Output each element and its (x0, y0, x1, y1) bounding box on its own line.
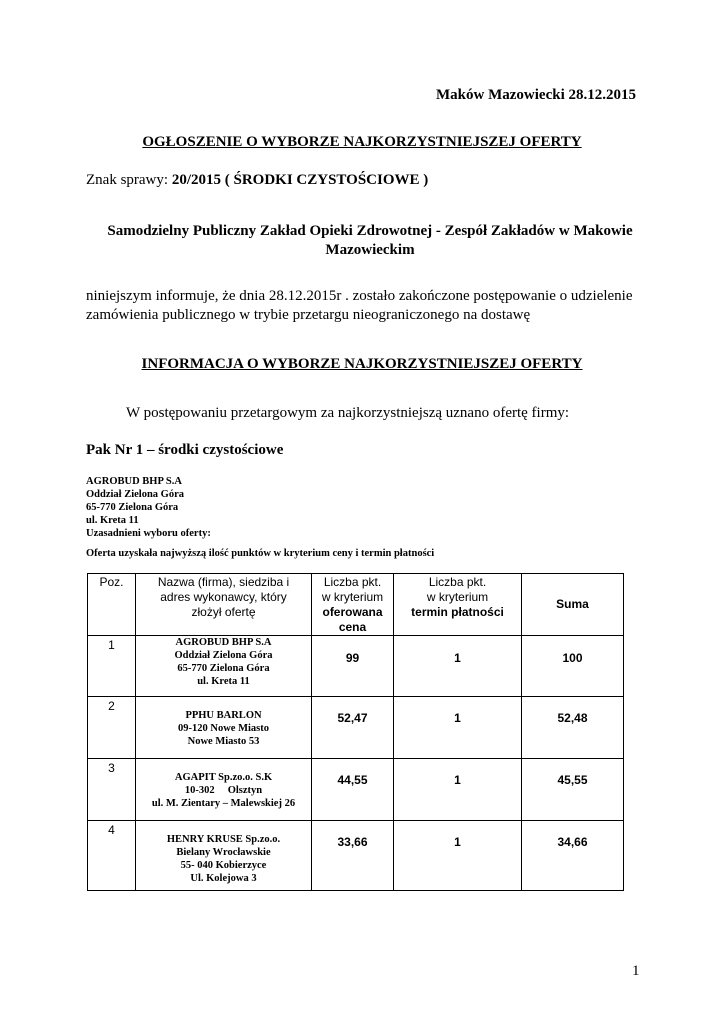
intro-line-1: niniejszym informuje, że dnia 28.12.2015r . zostało zakończone postępowanie o udzielenie (86, 288, 633, 304)
row-sum: 52,48 (522, 697, 624, 759)
row-term-points: 1 (394, 697, 522, 759)
table-row (88, 636, 624, 697)
winner-street: ul. Kreta 11 (86, 515, 139, 526)
institution-line-1: Samodzielny Publiczny Zakład Opieki Zdrowotnej - Zespół Zakładów w Makowie (107, 223, 633, 239)
header-name-line-2: adres wykonawcy, który (160, 590, 287, 604)
header-name-line-3: złożył ofertę (191, 605, 256, 619)
row-poz: 4 (88, 821, 136, 891)
row-firm-line: PPHU BARLON (185, 710, 262, 721)
row-sum: 45,55 (522, 759, 624, 821)
row-sum: 34,66 (522, 821, 624, 891)
table-header-row (88, 574, 624, 636)
header-sum (522, 574, 624, 636)
row-price-points: 33,66 (312, 821, 394, 891)
row-poz: 1 (88, 636, 136, 697)
header-term-line-2: w kryterium (426, 590, 489, 604)
winner-company (86, 475, 211, 540)
row-firm-line: ul. Kreta 11 (197, 676, 250, 687)
intro-text (86, 287, 646, 325)
row-firm (136, 636, 312, 697)
row-firm (136, 821, 312, 891)
package-heading: Pak Nr 1 – środki czystościowe (86, 442, 284, 458)
header-term-line-3: termin płatności (411, 605, 504, 619)
table-row (88, 821, 624, 891)
case-reference (86, 172, 428, 189)
case-label: Znak sprawy: (86, 172, 169, 188)
place-date: Maków Mazowiecki 28.12.2015 (436, 87, 636, 103)
row-firm-line: Bielany Wrocławskie (176, 847, 271, 858)
justification-label: Uzasadnieni wyboru oferty: (86, 528, 211, 539)
row-term-points: 1 (394, 821, 522, 891)
row-firm-line: 65-770 Zielona Góra (177, 663, 270, 674)
row-firm-line: Nowe Miasto 53 (187, 736, 260, 747)
offers-table (87, 573, 624, 891)
row-firm-line: AGAPIT Sp.zo.o. S.K (174, 772, 273, 783)
header-price-line-1: Liczba pkt. (323, 575, 382, 589)
section-subtitle: INFORMACJA O WYBORZE NAJKORZYSTNIEJSZEJ OFERTY (141, 356, 583, 372)
case-value: 20/2015 ( ŚRODKI CZYSTOŚCIOWE ) (171, 172, 429, 188)
row-price-points: 44,55 (312, 759, 394, 821)
intro-line-2: zamówienia publicznego w trybie przetargu nieograniczonego na dostawę (86, 307, 531, 323)
justification-text: Oferta uzyskała najwyższą ilość punktów w kryterium ceny i termin płatności (86, 548, 435, 559)
row-poz: 3 (88, 759, 136, 821)
row-firm (136, 759, 312, 821)
row-term-points: 1 (394, 636, 522, 697)
page-number: 1 (632, 963, 640, 979)
row-firm-line: 09-120 Nowe Miasto (178, 723, 269, 734)
header-name (136, 574, 312, 636)
header-name-line-1: Nazwa (firma), siedziba i (157, 575, 290, 589)
table-row (88, 697, 624, 759)
row-term-points: 1 (394, 759, 522, 821)
row-price-points: 52,47 (312, 697, 394, 759)
header-term (394, 574, 522, 636)
row-firm-line: 55- 040 Kobierzyce (180, 860, 267, 871)
row-firm-line: Oddział Zielona Góra (174, 650, 273, 661)
header-sum-label: Suma (556, 597, 589, 611)
row-firm-line: ul. M. Zientary – Malewskiej 26 (151, 798, 296, 809)
table-row (88, 759, 624, 821)
row-firm-line: 10-302 Olsztyn (184, 785, 263, 796)
header-price-line-3: oferowana (322, 605, 383, 619)
row-firm-line: Ul. Kolejowa 3 (190, 873, 257, 884)
header-price-line-2: w kryterium (321, 590, 384, 604)
row-firm (136, 697, 312, 759)
header-poz-label: Poz. (99, 575, 124, 589)
row-firm-line: HENRY KRUSE Sp.zo.o. (166, 834, 281, 845)
row-price-points: 99 (312, 636, 394, 697)
result-paragraph: W postępowaniu przetargowym za najkorzystniejszą uznano ofertę firmy: (126, 405, 570, 421)
header-price (312, 574, 394, 636)
header-term-line-1: Liczba pkt. (428, 575, 487, 589)
winner-branch: Oddział Zielona Góra (86, 489, 185, 500)
winner-postal: 65-770 Zielona Góra (86, 502, 179, 513)
header-poz (88, 574, 136, 636)
header-price-line-4: cena (338, 620, 367, 634)
row-firm-line: AGROBUD BHP S.A (175, 637, 272, 648)
row-poz: 2 (88, 697, 136, 759)
institution-line-2: Mazowieckim (325, 242, 415, 258)
document-title: OGŁOSZENIE O WYBORZE NAJKORZYSTNIEJSZEJ OFERTY (142, 134, 582, 150)
institution-name (90, 222, 650, 260)
winner-name: AGROBUD BHP S.A (86, 476, 182, 487)
row-sum: 100 (522, 636, 624, 697)
